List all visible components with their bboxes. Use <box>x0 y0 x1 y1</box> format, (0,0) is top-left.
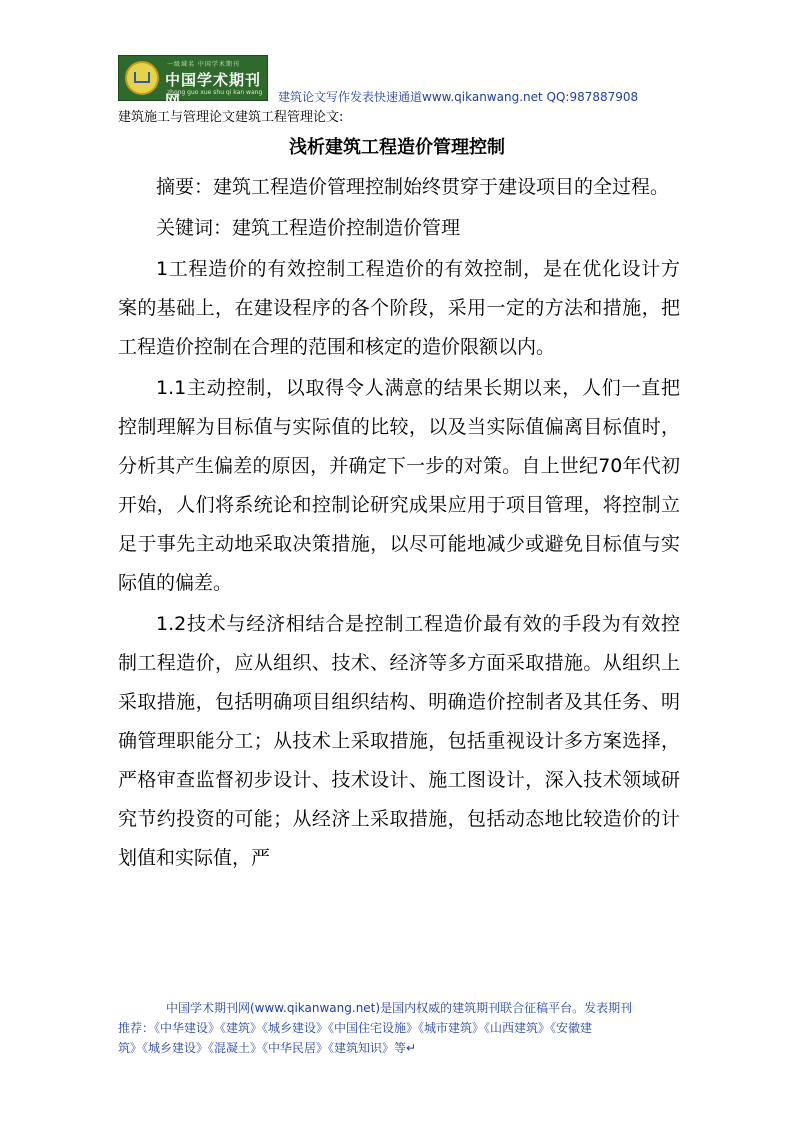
abstract-paragraph: 摘要：建筑工程造价管理控制始终贯穿于建设项目的全过程。 <box>156 176 670 198</box>
breadcrumb: 建筑施工与管理论文建筑工程管理论文: <box>118 110 344 125</box>
journal-logo[interactable] <box>118 55 268 110</box>
article-body <box>118 168 680 878</box>
footer-line: 推荐：《中华建设》《建筑》《城乡建设》《中国住宅设施》《城市建筑》《山西建筑》《安徽建 <box>118 1021 593 1035</box>
body-paragraph: 1.1主动控制，以取得令人满意的结果长期以来，人们一直把控制理解为目标值与实际值的比较，以及当实际值偏离目标值时，分析其产生偏差的原因，并确定下一步的对策。自上世纪70年代初开始，人们将系统论和控制论研究成果应用于项目管理，将控制立足于事先主动地采取决策措施，以尽可能地减少或避免目标值与实际值的偏差。 <box>118 377 680 594</box>
footer-line[interactable]: 中国学术期刊网(www.qikanwang.net)是国内权威的建筑期刊联合征稿平台。发表期刊 <box>166 1001 633 1015</box>
logo-tagline: 一级域名 中国学术期刊 <box>167 61 240 68</box>
logo-title: 中国学术期刊网 <box>165 71 262 110</box>
article-title: 浅析建筑工程造价管理控制 <box>289 137 505 158</box>
body-paragraph: 1.2技术与经济相结合是控制工程造价最有效的手段为有效控制工程造价，应从组织、技术、经济等多方面采取措施。从组织上采取措施，包括明确项目组织结构、明确造价控制者及其任务、明确管理职能分工；从技术上采取措施，包括重视设计多方案选择，严格审查监督初步设计、技术设计、施工图设计，深入技术领域研究节约投资的可能；从经济上采取措施，包括动态地比较造价的计划值和实际值，严 <box>118 613 680 869</box>
book-emblem-icon <box>125 61 159 95</box>
footer-line: 筑》《城乡建设》《混凝土》《中华民居》《建筑知识》等↵ <box>118 1041 417 1055</box>
keywords-paragraph: 关键词：建筑工程造价控制造价管理 <box>156 217 461 239</box>
header-contact-link[interactable]: 建筑论文写作发表快速通道www.qikanwang.net QQ:987887908 <box>278 90 639 104</box>
logo-pinyin: zhong guo xue shu qi kan wang <box>167 89 263 96</box>
page-footer <box>118 998 680 1058</box>
body-paragraph: 1工程造价的有效控制工程造价的有效控制，是在优化设计方案的基础上，在建设程序的各个阶段，采用一定的方法和措施，把工程造价控制在合理的范围和核定的造价限额以内。 <box>118 258 680 358</box>
